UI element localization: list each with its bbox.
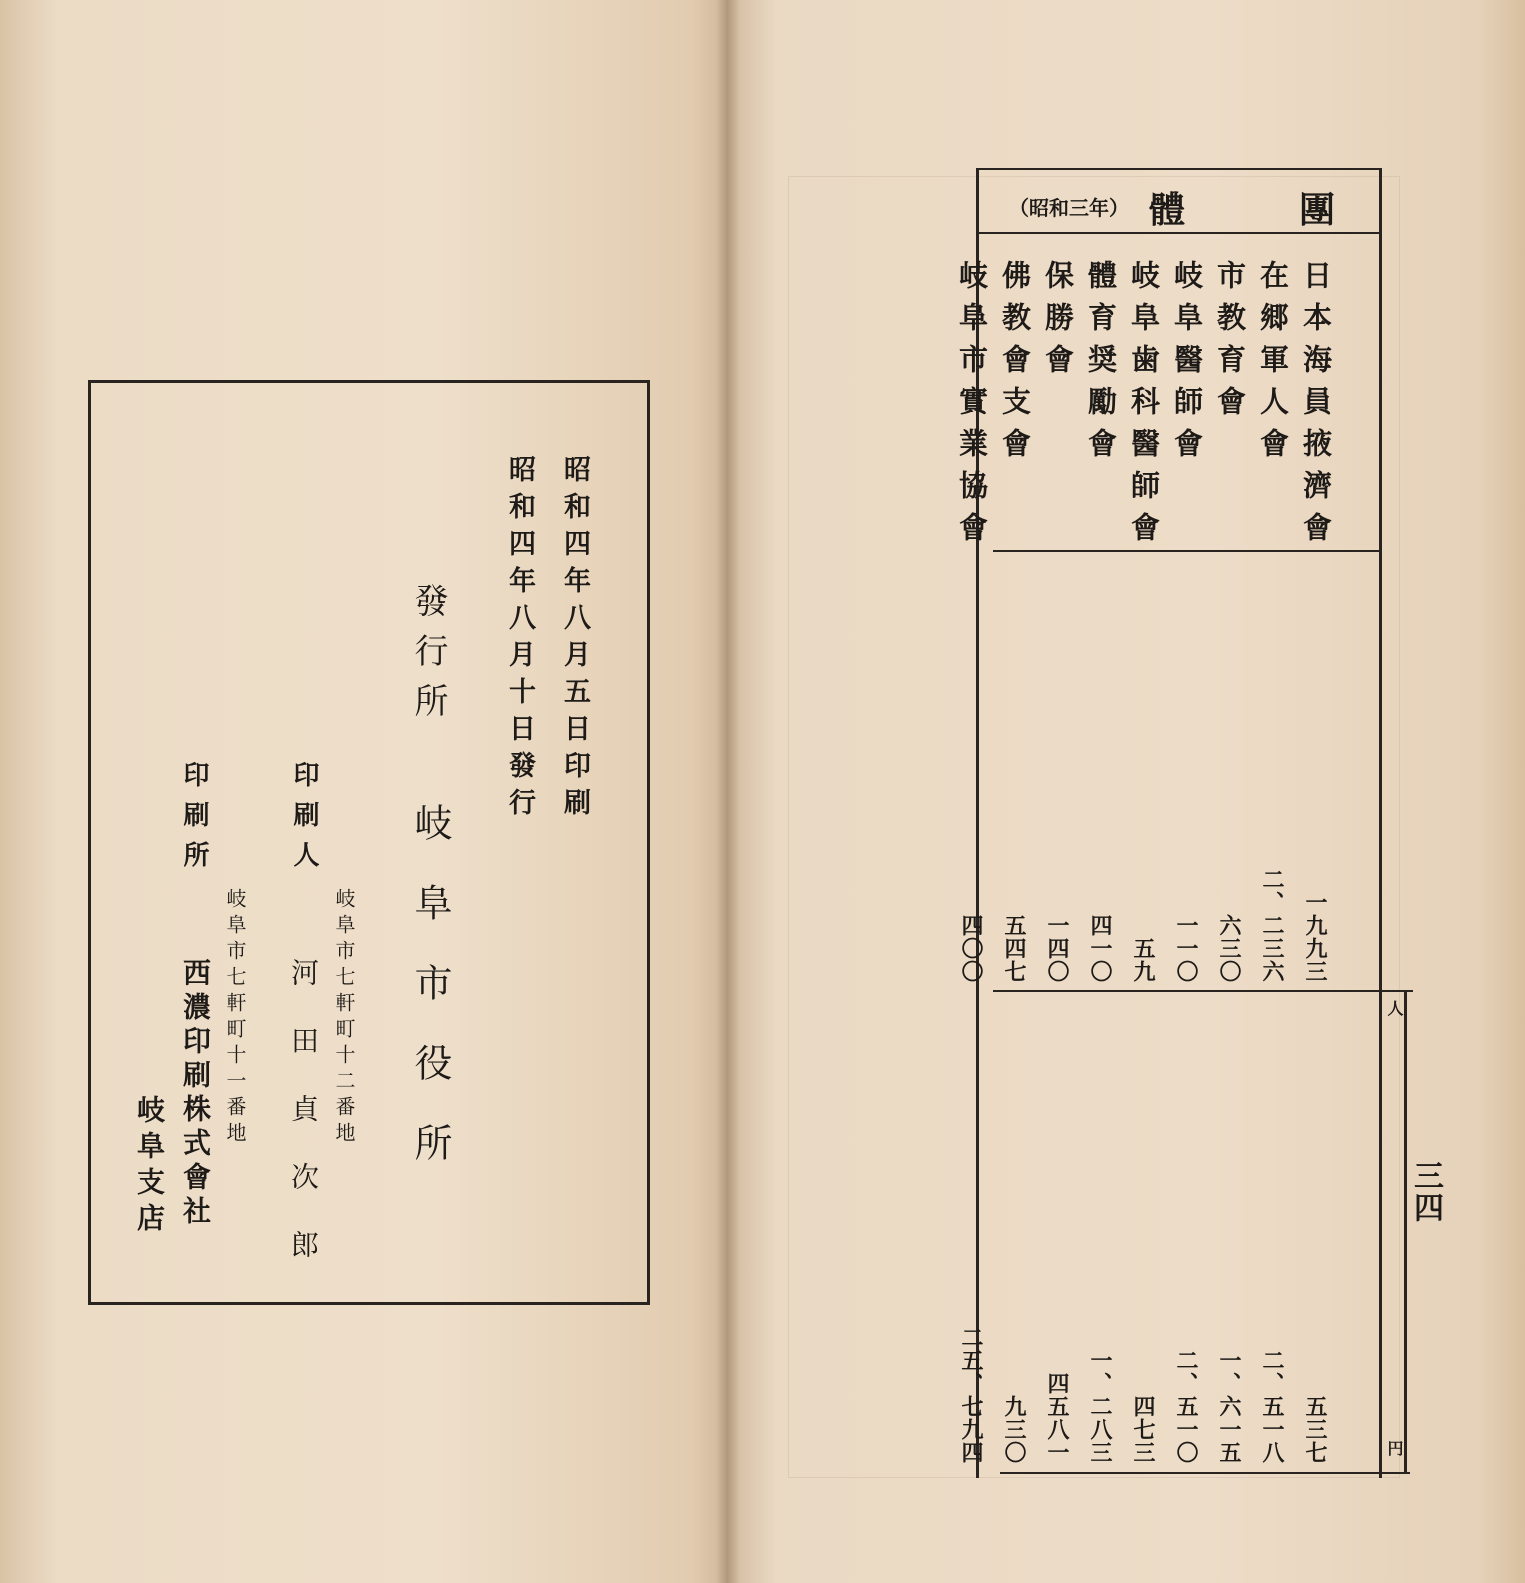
amount-value: 五三七 (1302, 1395, 1328, 1464)
amount-value: 二、五一八 (1259, 1349, 1285, 1464)
colophon-box (88, 380, 650, 1305)
table-title-part-2: 體 (1149, 189, 1186, 231)
organization-name: 市教育會 (1213, 260, 1247, 428)
table-title-part-1: 團 (1299, 189, 1336, 231)
organization-name: 岐阜歯科醫師會 (1127, 260, 1161, 554)
amount-value: 四七三 (1130, 1395, 1156, 1464)
organizations-table (955, 168, 1382, 1478)
publisher-label: 發行所 (408, 583, 448, 733)
member-count: 四一〇 (1087, 914, 1113, 983)
amount-value: 一、六一五 (1216, 1349, 1242, 1464)
left-page (0, 0, 728, 1583)
member-count: 二、二三六 (1259, 868, 1285, 983)
printshop-label: 印刷所 (179, 761, 209, 881)
amount-value: 二、五一〇 (1173, 1349, 1199, 1464)
member-count: 四〇〇 (958, 914, 984, 983)
printer-address: 岐阜市七軒町十二番地 (332, 888, 356, 1148)
amount-value: 一、二八三 (1087, 1349, 1113, 1464)
organization-name: 在郷軍人會 (1256, 260, 1290, 470)
print-date: 昭和四年八月五日印刷 (559, 455, 590, 825)
printshop-branch: 岐阜支店 (133, 1095, 166, 1239)
organization-name: 佛教會支會 (998, 260, 1032, 470)
table-right-rule (1404, 990, 1407, 1474)
amount-value: 九三〇 (1001, 1395, 1027, 1464)
member-count: 五四七 (1001, 914, 1027, 983)
member-count: 一四〇 (1044, 914, 1070, 983)
printer-label: 印刷人 (289, 761, 319, 881)
printshop-address: 岐阜市七軒町十一番地 (223, 888, 247, 1148)
organization-name: 日本海員掖濟會 (1299, 260, 1333, 554)
table-year-note: （昭和三年） (1009, 196, 1129, 220)
amount-value: 二五、七九四 (958, 1326, 984, 1464)
money-unit: 円 (1385, 1440, 1404, 1456)
printer-name: 河田貞次郎 (287, 958, 320, 1298)
book-gutter (716, 0, 740, 1583)
members-divider (993, 990, 1413, 992)
amount-value: 四五八一 (1044, 1372, 1070, 1464)
page-number: 三四 (1408, 1160, 1443, 1224)
member-count: 一九九三 (1302, 891, 1328, 983)
printshop-name: 西濃印刷株式會社 (179, 958, 212, 1230)
member-count: 六三〇 (1216, 914, 1242, 983)
member-count: 一一〇 (1173, 914, 1199, 983)
organization-name: 岐阜醫師會 (1170, 260, 1204, 470)
table-bottom-rule (1000, 1472, 1410, 1474)
organization-name: 岐阜市實業協會 (955, 260, 989, 554)
issue-date: 昭和四年八月十日發行 (504, 455, 535, 825)
organization-name: 保勝會 (1041, 260, 1075, 386)
publisher-name: 岐阜市役所 (408, 803, 452, 1203)
organization-name: 體育奨勵會 (1084, 260, 1118, 470)
member-count: 五九 (1130, 937, 1156, 983)
member-unit: 人 (1385, 1000, 1404, 1016)
